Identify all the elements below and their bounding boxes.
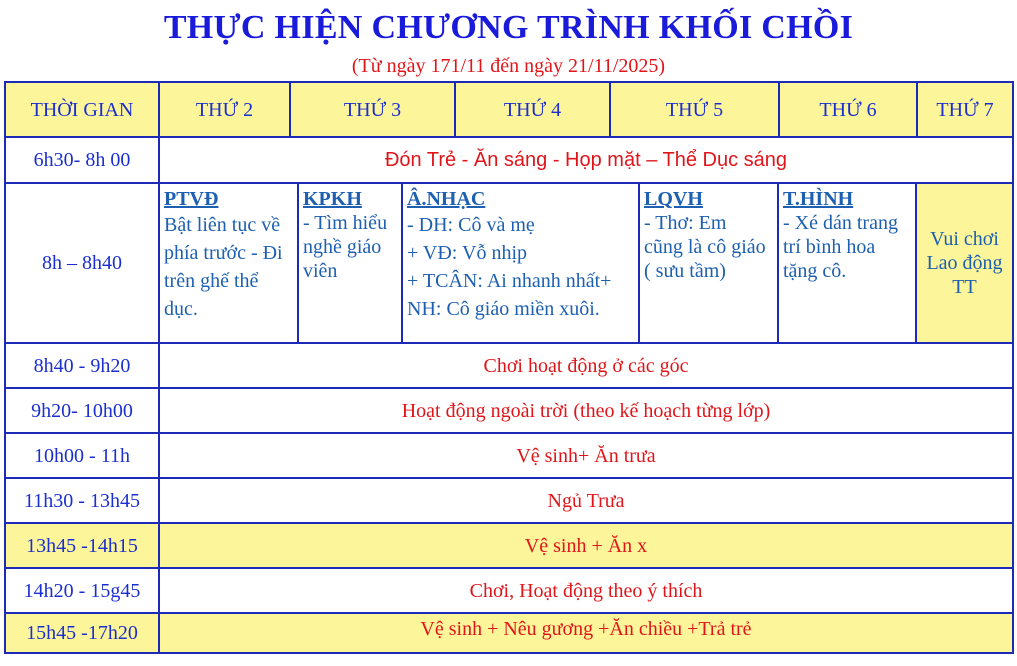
- thursday-lesson: [639, 184, 778, 342]
- lesson-line: ( sưu tầm): [644, 260, 726, 282]
- table-row: [5, 568, 1013, 613]
- lesson-line: TT: [952, 276, 977, 298]
- table-row: [5, 343, 1013, 388]
- activity-cell: Chơi, Hoạt động theo ý thích: [159, 568, 1013, 613]
- table-row: [5, 137, 1013, 183]
- activity-cell: Vệ sinh + Nêu gương +Ăn chiều +Trả trẻ: [159, 613, 1013, 653]
- activity-cell: Ngủ Trưa: [159, 478, 1013, 523]
- lesson-line: NH: Cô giáo miền xuôi.: [407, 298, 600, 320]
- header-row: [5, 82, 1013, 137]
- header-tuesday: THỨ 3: [290, 82, 455, 137]
- lesson-line: cũng là cô giáo: [644, 236, 766, 258]
- header-friday: THỨ 6: [779, 82, 917, 137]
- table-row: [5, 613, 1013, 653]
- lesson-subject: T.HÌNH: [783, 188, 854, 210]
- table-row: [5, 388, 1013, 433]
- table-row: [5, 523, 1013, 568]
- table-row: [5, 433, 1013, 478]
- lesson-subject: PTVĐ: [164, 188, 219, 210]
- lesson-line: trên ghế thể: [164, 270, 259, 292]
- page-title: THỰC HIỆN CHƯƠNG TRÌNH KHỐI CHỒI: [163, 9, 854, 46]
- saturday-lesson: [916, 184, 1012, 342]
- lesson-line: tặng cô.: [783, 260, 847, 282]
- table-row: [5, 478, 1013, 523]
- time-slot: 8h40 - 9h20: [5, 343, 159, 388]
- header-monday: THỨ 2: [159, 82, 290, 137]
- time-slot: 13h45 -14h15: [5, 523, 159, 568]
- time-slot: 10h00 - 11h: [5, 433, 159, 478]
- time-slot: 14h20 - 15g45: [5, 568, 159, 613]
- header-saturday: THỨ 7: [917, 82, 1013, 137]
- lesson-subject: LQVH: [644, 188, 703, 210]
- lesson-line: dục.: [164, 298, 198, 320]
- activity-cell: Vệ sinh + Ăn x: [159, 523, 1013, 568]
- lesson-subject: KPKH: [303, 188, 362, 210]
- date-range-subtitle: (Từ ngày 171/11 đến ngày 21/11/2025): [351, 55, 666, 77]
- monday-lesson: [160, 184, 298, 342]
- lesson-line: trí bình hoa: [783, 236, 876, 258]
- lesson-block: [159, 183, 1013, 343]
- time-slot: 6h30- 8h 00: [5, 137, 159, 183]
- activity-cell: Hoạt động ngoài trời (theo kế hoạch từng lớp): [159, 388, 1013, 433]
- time-slot: 11h30 - 13h45: [5, 478, 159, 523]
- time-slot: 9h20- 10h00: [5, 388, 159, 433]
- activity-cell: Chơi hoạt động ở các góc: [159, 343, 1013, 388]
- schedule-table: [4, 81, 1014, 654]
- lesson-line: + VĐ: Vỗ nhịp: [407, 242, 527, 264]
- lesson-line: nghề giáo: [303, 236, 382, 258]
- friday-lesson: [778, 184, 916, 342]
- time-slot: 8h – 8h40: [5, 183, 159, 343]
- lesson-line: Vui chơi: [930, 228, 999, 250]
- header-wednesday: THỨ 4: [455, 82, 610, 137]
- lesson-line: Bật liên tục về: [164, 214, 281, 236]
- lesson-line: phía trước - Đi: [164, 242, 283, 264]
- lesson-line: - Xé dán trang: [783, 212, 898, 234]
- lesson-line: + TCÂN: Ai nhanh nhất+: [407, 270, 612, 292]
- activity-cell: Đón Trẻ - Ăn sáng - Họp mặt – Thể Dục sáng: [159, 137, 1013, 183]
- time-slot: 15h45 -17h20: [5, 613, 159, 653]
- table-row: [5, 183, 1013, 343]
- lesson-line: viên: [303, 260, 338, 282]
- lesson-line: - DH: Cô và mẹ: [407, 214, 535, 236]
- header-time: THỜI GIAN: [5, 82, 159, 137]
- lesson-subject: Â.NHẠC: [407, 188, 486, 210]
- lesson-line: - Tìm hiểu: [303, 212, 388, 234]
- tuesday-lesson: [298, 184, 402, 342]
- header-thursday: THỨ 5: [610, 82, 779, 137]
- lesson-line: - Thơ: Em: [644, 212, 727, 234]
- activity-cell: Vệ sinh+ Ăn trưa: [159, 433, 1013, 478]
- lesson-line: Lao động: [926, 252, 1003, 274]
- wednesday-lesson: [402, 184, 639, 342]
